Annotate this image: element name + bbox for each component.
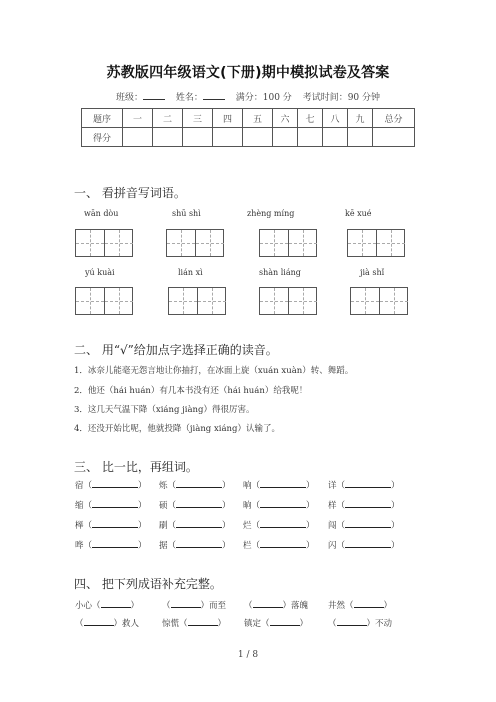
idiom-prefix: （ — [328, 619, 337, 629]
section1-heading: 一、 看拼音写词语。 — [74, 186, 186, 200]
open-paren: （ — [83, 541, 93, 551]
word-group-item — [159, 519, 231, 531]
answer-blank[interactable] — [176, 539, 222, 548]
score-row-label: 得分 — [82, 128, 123, 147]
score-cell — [123, 128, 153, 147]
writing-grid[interactable] — [347, 229, 405, 257]
page-number: 1 / 8 — [237, 650, 259, 660]
writing-grid[interactable] — [259, 229, 317, 257]
answer-blank[interactable] — [260, 499, 306, 508]
base-character: 闯 — [328, 521, 337, 531]
idiom-blank[interactable] — [188, 617, 218, 626]
open-paren: （ — [83, 501, 93, 511]
answer-blank[interactable] — [176, 499, 222, 508]
base-character: 刷 — [159, 521, 168, 531]
idiom-prefix: 小心（ — [75, 601, 101, 611]
score-table-score-row — [82, 128, 415, 147]
base-character: 样 — [328, 501, 337, 511]
score-header-cell: 五 — [243, 109, 273, 128]
close-paren: ） — [306, 481, 315, 491]
score-header-cell: 七 — [298, 109, 323, 128]
answer-blank[interactable] — [345, 499, 391, 508]
open-paren: （ — [336, 521, 346, 531]
open-paren: （ — [251, 481, 261, 491]
idiom-blank[interactable] — [354, 599, 384, 608]
answer-blank[interactable] — [260, 479, 306, 488]
close-paren: ） — [306, 501, 315, 511]
answer-blank[interactable] — [92, 519, 138, 528]
idiom-blank[interactable] — [270, 617, 300, 626]
open-paren: （ — [167, 501, 177, 511]
question-line: 4．还没开始比呢，他就投降（jiàng xiáng）认输了。 — [74, 424, 280, 434]
base-character: 闪 — [328, 541, 337, 551]
score-header-cell: 四 — [213, 109, 243, 128]
pinyin-label: yú kuài — [85, 268, 115, 277]
answer-blank[interactable] — [345, 519, 391, 528]
word-group-item — [328, 499, 400, 511]
base-character: 栏 — [243, 541, 252, 551]
score-header-cell: 题序 — [82, 109, 123, 128]
pinyin-label: zhèng míng — [247, 209, 295, 218]
idiom-blank[interactable] — [84, 617, 114, 626]
section3-heading: 三、 比一比，再组词。 — [74, 460, 198, 474]
open-paren: （ — [336, 541, 346, 551]
answer-blank[interactable] — [92, 479, 138, 488]
word-group-item — [328, 539, 400, 551]
idiom-suffix: ） — [383, 601, 393, 611]
open-paren: （ — [83, 521, 93, 531]
base-character: 宿 — [75, 481, 84, 491]
open-paren: （ — [167, 521, 177, 531]
writing-grid[interactable] — [75, 287, 133, 315]
idiom-suffix: ）落魄 — [282, 601, 309, 611]
word-group-item — [159, 479, 231, 491]
question-line: 3．这几天气温下降（xiáng jiàng）得很厉害。 — [74, 405, 255, 415]
close-paren: ） — [138, 481, 147, 491]
pinyin-label: jià shǐ — [360, 268, 385, 277]
writing-grid[interactable] — [259, 287, 317, 315]
base-character: 据 — [159, 541, 168, 551]
idiom-suffix: ） — [130, 601, 140, 611]
name-label: 姓名： — [175, 93, 203, 103]
score-table — [81, 108, 415, 147]
full-score: 满分：100 分 — [235, 93, 292, 103]
answer-blank[interactable] — [260, 539, 306, 548]
section2-heading: 二、 用“√”给加点字选择正确的读音。 — [74, 343, 278, 357]
open-paren: （ — [167, 481, 177, 491]
open-paren: （ — [251, 501, 261, 511]
answer-blank[interactable] — [92, 539, 138, 548]
base-character: 响 — [243, 481, 252, 491]
score-header-cell: 一 — [123, 109, 153, 128]
idiom-item — [162, 599, 226, 611]
base-character: 缩 — [75, 501, 84, 511]
answer-blank[interactable] — [92, 499, 138, 508]
pinyin-label: kē xué — [345, 209, 372, 218]
score-cell — [183, 128, 213, 147]
idiom-blank[interactable] — [171, 599, 201, 608]
idiom-item — [162, 617, 226, 629]
idiom-prefix: （ — [244, 601, 253, 611]
open-paren: （ — [83, 481, 93, 491]
base-character: 硕 — [159, 501, 168, 511]
close-paren: ） — [306, 541, 315, 551]
idiom-item — [75, 599, 139, 611]
answer-blank[interactable] — [176, 479, 222, 488]
word-group-item — [75, 539, 147, 551]
score-header-cell: 六 — [273, 109, 298, 128]
close-paren: ） — [391, 521, 400, 531]
base-character: 榉 — [75, 521, 84, 531]
score-cell — [373, 128, 415, 147]
score-cell — [323, 128, 348, 147]
idiom-blank[interactable] — [101, 599, 131, 608]
writing-grid[interactable] — [166, 229, 224, 257]
open-paren: （ — [336, 501, 346, 511]
word-group-item — [75, 519, 147, 531]
idiom-item — [328, 599, 392, 611]
close-paren: ） — [391, 501, 400, 511]
score-cell — [243, 128, 273, 147]
score-cell — [153, 128, 183, 147]
idiom-item — [244, 617, 308, 629]
pinyin-label: wān dòu — [84, 209, 119, 218]
close-paren: ） — [138, 501, 147, 511]
base-character: 详 — [328, 481, 337, 491]
idiom-suffix: ）不动 — [366, 619, 393, 629]
score-header-cell: 三 — [183, 109, 213, 128]
idiom-item — [75, 617, 139, 629]
word-group-item — [159, 499, 231, 511]
exam-info — [0, 90, 496, 103]
close-paren: ） — [222, 501, 231, 511]
name-blank — [203, 90, 225, 100]
word-group-item — [328, 519, 400, 531]
question-line: 1．冰奈儿能毫无怨言地让你抽打，在冰面上旋（xuán xuàn）转、舞蹈。 — [74, 366, 354, 376]
idiom-prefix: 镇定（ — [244, 619, 270, 629]
idiom-blank[interactable] — [337, 617, 367, 626]
open-paren: （ — [336, 481, 346, 491]
open-paren: （ — [167, 541, 177, 551]
close-paren: ） — [391, 541, 400, 551]
question-line: 2．他还（hái huán）有几本书没有还（hái huán）给我呢！ — [74, 386, 308, 396]
answer-blank[interactable] — [260, 519, 306, 528]
base-character: 晌 — [243, 501, 252, 511]
score-table-header-row — [82, 109, 415, 128]
word-group-item — [243, 539, 315, 551]
word-group-item — [243, 519, 315, 531]
word-group-item — [243, 479, 315, 491]
answer-blank[interactable] — [345, 479, 391, 488]
close-paren: ） — [138, 521, 147, 531]
idiom-blank[interactable] — [253, 599, 283, 608]
class-label: 班级： — [115, 93, 143, 103]
idiom-prefix: （ — [75, 619, 84, 629]
idiom-prefix: （ — [162, 601, 171, 611]
word-group-item — [328, 479, 400, 491]
idiom-suffix: ） — [299, 619, 309, 629]
close-paren: ） — [222, 481, 231, 491]
class-blank — [143, 90, 165, 100]
writing-grid[interactable] — [168, 287, 226, 315]
word-group-item — [243, 499, 315, 511]
score-cell — [348, 128, 373, 147]
idiom-suffix: ）而至 — [200, 601, 227, 611]
idiom-suffix: ）救人 — [113, 619, 140, 629]
answer-blank[interactable] — [345, 539, 391, 548]
pinyin-label: shàn liáng — [259, 268, 301, 277]
base-character: 烂 — [243, 521, 252, 531]
idiom-prefix: 井然（ — [328, 601, 354, 611]
idiom-item — [244, 599, 308, 611]
score-header-cell: 八 — [323, 109, 348, 128]
base-character: 哗 — [75, 541, 84, 551]
score-header-cell: 二 — [153, 109, 183, 128]
close-paren: ） — [391, 481, 400, 491]
pinyin-label: shū shì — [172, 209, 201, 218]
close-paren: ） — [138, 541, 147, 551]
writing-grid[interactable] — [350, 287, 408, 315]
idiom-item — [328, 617, 392, 629]
word-group-item — [75, 479, 147, 491]
open-paren: （ — [251, 541, 261, 551]
score-header-cell: 九 — [348, 109, 373, 128]
section4-heading: 四、 把下列成语补充完整。 — [74, 577, 222, 591]
close-paren: ） — [222, 521, 231, 531]
base-character: 烁 — [159, 481, 168, 491]
score-header-cell: 总分 — [373, 109, 415, 128]
word-group-item — [75, 499, 147, 511]
close-paren: ） — [222, 541, 231, 551]
open-paren: （ — [251, 521, 261, 531]
page-title: 苏教版四年级语文(下册)期中模拟试卷及答案 — [106, 65, 390, 81]
score-cell — [213, 128, 243, 147]
score-cell — [298, 128, 323, 147]
score-cell — [273, 128, 298, 147]
exam-time: 考试时间：90 分钟 — [302, 93, 381, 103]
idiom-prefix: 惊慌（ — [162, 619, 188, 629]
word-group-item — [159, 539, 231, 551]
idiom-suffix: ） — [217, 619, 227, 629]
answer-blank[interactable] — [176, 519, 222, 528]
pinyin-label: lián xì — [178, 268, 203, 277]
writing-grid[interactable] — [75, 229, 133, 257]
close-paren: ） — [306, 521, 315, 531]
